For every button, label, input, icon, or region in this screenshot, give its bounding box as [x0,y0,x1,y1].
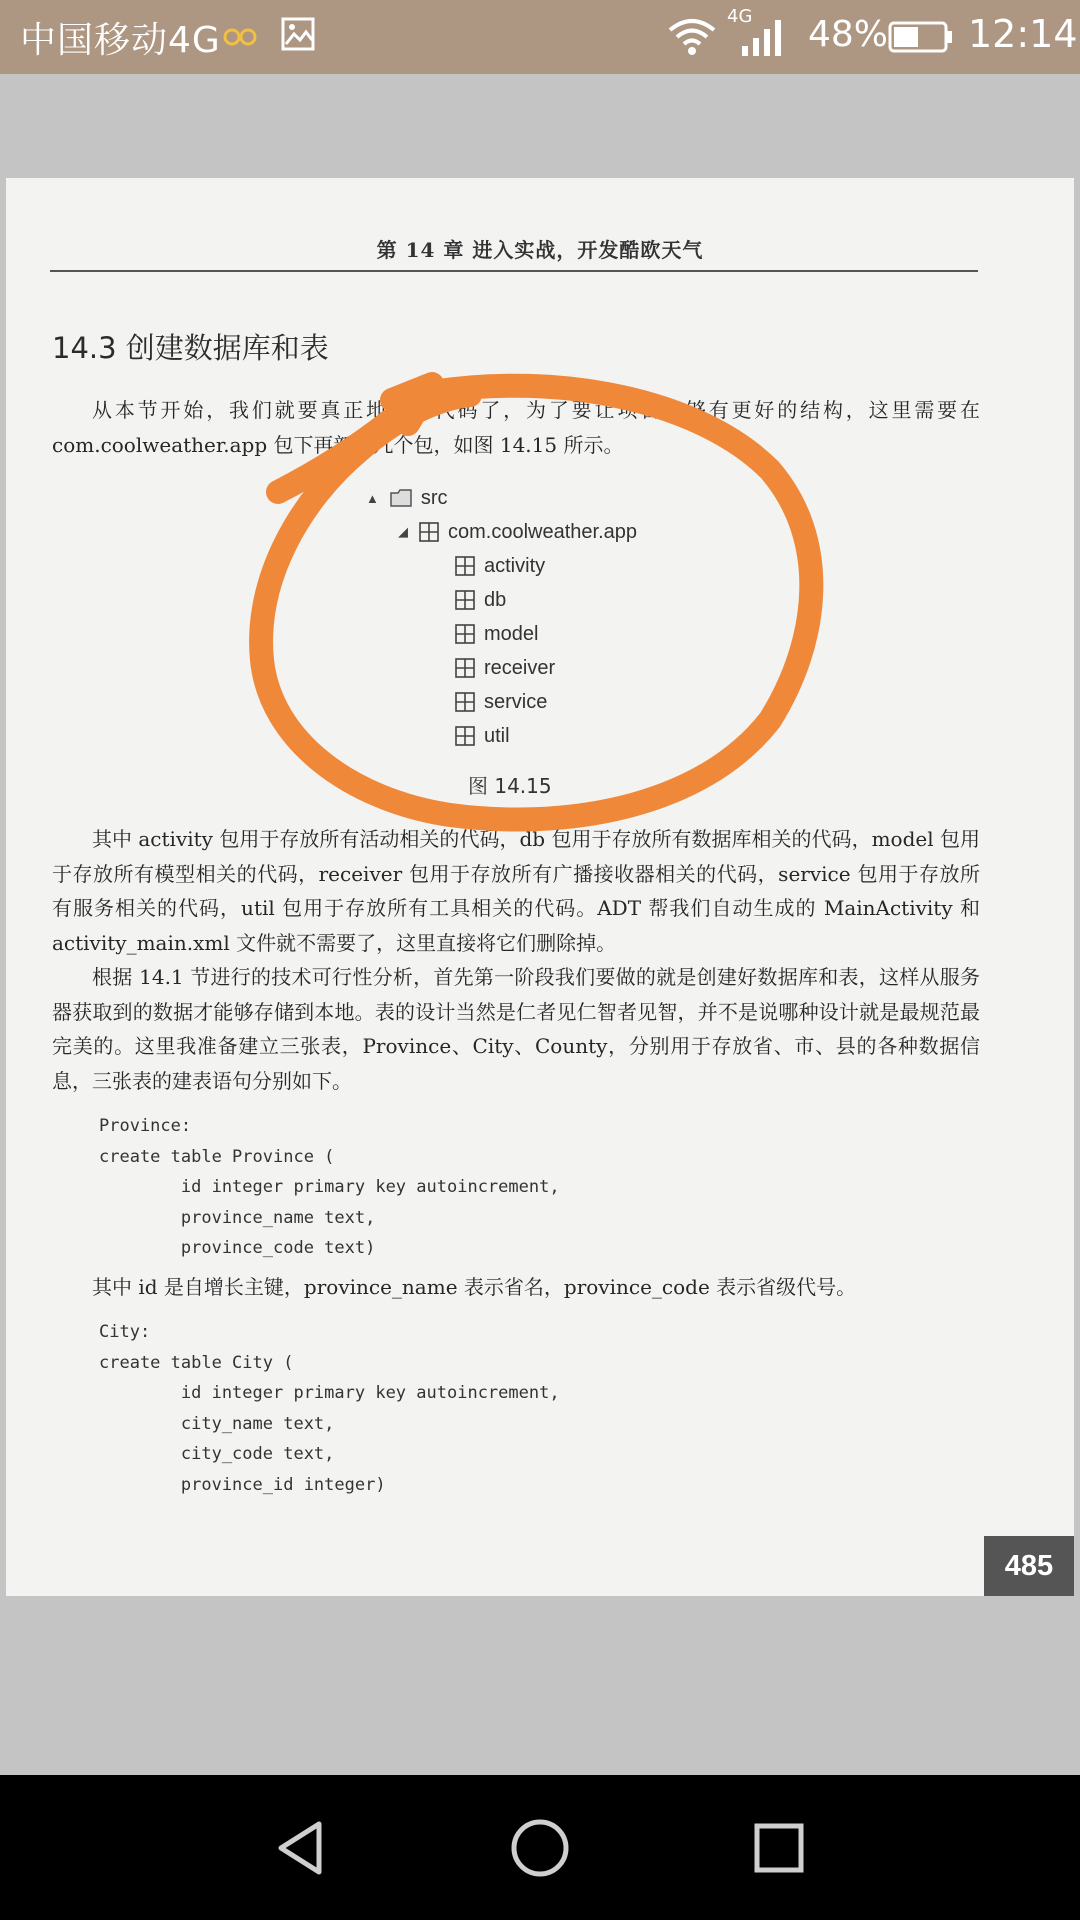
package-icon [454,589,476,611]
tree-item-service [454,688,547,716]
tree-item-label: activity [484,554,546,577]
sun-icon [222,20,258,58]
folder-icon [389,487,413,509]
recents-button[interactable] [744,1813,814,1883]
wifi-icon [666,16,718,60]
tree-item-label: com.coolweather.app [448,520,638,543]
tree-item-src [366,484,448,512]
package-icon [454,725,476,747]
signal-icon [740,16,786,60]
package-icon [454,691,476,713]
page-number: 485 [984,1536,1074,1596]
tree-item-label: service [484,690,548,713]
package-icon [454,555,476,577]
network-type-label: 4G [727,6,753,27]
tree-item-label: util [484,724,510,747]
book-page[interactable] [6,178,1074,1596]
package-icon [418,521,440,543]
tree-item-model [454,620,538,648]
gallery-icon [280,16,316,56]
battery-icon [888,20,954,58]
back-icon [271,1818,331,1878]
carrier-label: 中国移动4G [20,20,221,61]
package-icon [454,657,476,679]
tree-item-label: receiver [484,656,556,679]
tree-item-label: src [420,486,448,509]
battery-percent: 48% [808,14,889,55]
expand-arrow-icon: ▲ [366,490,379,506]
province-fields-paragraph: 其中 id 是自增长主键，province_name 表示省名，province_code 表示省级代号。 [92,1275,857,1299]
status-bar [0,0,1080,74]
city-sql-code: City: create table City ( id integer primary key autoincrement, city_name text, city_code text, province_id integer) [99,1322,560,1495]
database-design-paragraph: 根据 14.1 节进行的技术可行性分析，首先第一阶段我们要做的就是创建好数据库和表，这样从服务器获取到的数据才能够存储到本地。表的设计当然是仁者见仁智者见智，并不是说哪种设计就是最规范最完美的。这里我准备建立三张表，Province、City、County，分别用于存放省、市、县的各种数据信息，三张表的建表语句分别如下。 [52,965,980,1093]
package-icon [454,623,476,645]
back-button[interactable] [266,1813,336,1883]
clock: 12:14 [968,12,1078,56]
tree-item-util [454,722,510,750]
header-rule [50,270,978,272]
home-icon [508,1816,572,1880]
package-description-paragraph: 其中 activity 包用于存放所有活动相关的代码，db 包用于存放所有数据库相关的代码，model 包用于存放所有模型相关的代码，receiver 包用于存放所有广播接收器相关的代码，service 包用于存放所有服务相关的代码，util 包用于存放所有工具相关的代码。ADT 帮我们自动生成的 MainActivity 和 activity_main.xml 文件就不需要了，这里直接将它们删除掉。 [52,827,980,955]
tree-item-label: model [484,622,539,645]
expand-arrow-icon: ◢ [398,524,408,539]
tree-item-db [454,586,506,614]
navigation-bar [0,1775,1080,1920]
tree-item-receiver [454,654,555,682]
section-title: 14.3 创建数据库和表 [52,331,329,365]
home-button[interactable] [505,1813,575,1883]
tree-item-root-package [398,518,637,546]
figure-caption: 图 14.15 [468,774,552,798]
chapter-header: 第 14 章 进入实战，开发酷欧天气 [376,238,704,262]
tree-item-activity [454,552,545,580]
tree-item-label: db [484,588,507,611]
intro-paragraph: 从本节开始，我们就要真正地编写代码了，为了要让项目能够有更好的结构，这里需要在 com.coolweather.app 包下再新建几个包，如图 14.15 所示。 [52,398,980,457]
recents-icon [749,1818,809,1878]
province-sql-code: Province: create table Province ( id integer primary key autoincrement, province_name text, province_code text) [99,1116,560,1258]
